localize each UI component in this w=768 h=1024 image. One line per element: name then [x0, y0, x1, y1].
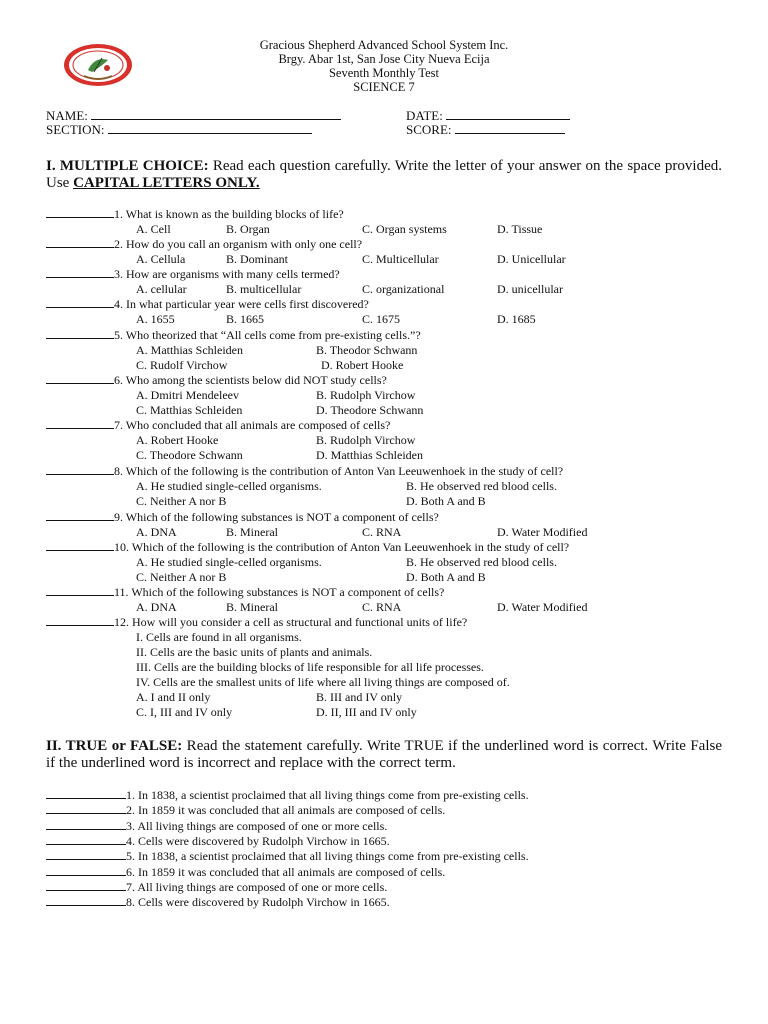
choice-option: A. Dmitri Mendeleev	[136, 388, 239, 402]
choice-option: C. Organ systems	[362, 222, 447, 236]
choice-option: A. cellular	[136, 282, 187, 296]
section-label: SECTION:	[46, 122, 105, 137]
section-line[interactable]	[108, 122, 312, 134]
choice-option: D. II, III and IV only	[316, 705, 417, 719]
part1-instructions	[46, 158, 722, 192]
choice-option: A. DNA	[136, 525, 177, 539]
answer-blank[interactable]	[46, 540, 114, 551]
choice-option: C. Rudolf Virchow	[136, 358, 228, 372]
tf-statement: 3. All living things are composed of one or more cells.	[126, 818, 388, 833]
choice-option: A. 1655	[136, 312, 175, 326]
choice-option: B. Dominant	[226, 252, 288, 266]
answer-blank[interactable]	[46, 585, 114, 596]
choice-option: D. unicellular	[497, 282, 563, 296]
question-text: 7. Who concluded that all animals are composed of cells?	[114, 418, 391, 432]
choice-option: C. Theodore Schwann	[136, 448, 243, 462]
choice-option: D. Matthias Schleiden	[316, 448, 423, 462]
choice-option: B. Mineral	[226, 600, 278, 614]
school-name: Gracious Shepherd Advanced School System Inc.	[259, 38, 509, 52]
choice-option: A. Cell	[136, 222, 171, 236]
tf-answer-blank[interactable]	[46, 803, 126, 814]
question-text: 10. Which of the following is the contribution of Anton Van Leeuwenhoek in the study of cell?	[114, 540, 570, 554]
choice-option: C. Neither A nor B	[136, 494, 227, 508]
name-label: NAME:	[46, 108, 88, 123]
choice-option: B. 1665	[226, 312, 265, 326]
tf-answer-blank[interactable]	[46, 819, 126, 830]
tf-item	[46, 834, 390, 848]
tf-statement: 4. Cells were discovered by Rudolph Virchow in 1665.	[126, 833, 390, 848]
tf-answer-blank[interactable]	[46, 865, 126, 876]
choice-option: B. Theodor Schwann	[316, 343, 418, 357]
question-text: 5. Who theorized that “All cells come from pre-existing cells.”?	[114, 328, 421, 342]
tf-statement: 1. In 1838, a scientist proclaimed that all living things come from pre-existing cells.	[126, 788, 529, 802]
question-row	[46, 540, 569, 554]
choice-option: B. He observed red blood cells.	[406, 555, 557, 569]
choice-option: D. Water Modified	[497, 600, 588, 614]
choice-option: A. Robert Hooke	[136, 433, 219, 447]
choice-option: A. Cellula	[136, 252, 186, 266]
question-row	[46, 328, 421, 342]
choice-option: D. Unicellular	[497, 252, 566, 266]
question-row	[46, 267, 340, 281]
question-text: 3. How are organisms with many cells termed?	[114, 267, 340, 281]
question-text: 2. How do you call an organism with only one cell?	[114, 237, 363, 251]
choice-option: D. Both A and B	[406, 570, 486, 584]
subject-title: SCIENCE 7	[353, 80, 415, 94]
choice-option: A. DNA	[136, 600, 177, 614]
question-row	[46, 585, 444, 599]
tf-item	[46, 865, 445, 879]
tf-statement: 2. In 1859 it was concluded that all animals are composed of cells.	[126, 803, 446, 818]
tf-statement: 6. In 1859 it was concluded that all animals are composed of cells.	[126, 864, 446, 879]
statement-item: III. Cells are the building blocks of life responsible for all life processes.	[136, 660, 484, 674]
part2-instructions	[46, 738, 722, 772]
school-address: Brgy. Abar 1st, San Jose City Nueva Ecija	[278, 52, 490, 66]
answer-blank[interactable]	[46, 207, 114, 218]
question-text: 11. Which of the following substances is NOT a component of cells?	[114, 585, 445, 599]
question-row	[46, 297, 369, 311]
question-text: 8. Which of the following is the contribution of Anton Van Leeuwenhoek in the study of cell?	[114, 464, 564, 478]
score-label: SCORE:	[406, 122, 452, 137]
answer-blank[interactable]	[46, 464, 114, 475]
choice-option: D. Theodore Schwann	[316, 403, 424, 417]
choice-option: A. I and II only	[136, 690, 211, 704]
answer-blank[interactable]	[46, 373, 114, 384]
question-row	[46, 464, 563, 478]
question-row	[46, 418, 390, 432]
tf-item	[46, 819, 387, 833]
statement-item: IV. Cells are the smallest units of life where all living things are composed of.	[136, 675, 510, 689]
choice-option: C. Multicellular	[362, 252, 439, 266]
question-row	[46, 510, 439, 524]
tf-item	[46, 803, 445, 817]
tf-answer-blank[interactable]	[46, 849, 126, 860]
question-row	[46, 373, 387, 387]
score-field[interactable]	[406, 122, 565, 137]
choice-option: D. Tissue	[497, 222, 543, 236]
tf-item	[46, 849, 529, 863]
question-text: 12. How will you consider a cell as structural and functional units of life?	[114, 615, 468, 629]
question-text: 1. What is known as the building blocks of life?	[114, 207, 344, 221]
choice-option: D. 1685	[497, 312, 536, 326]
question-row	[46, 615, 467, 629]
choice-option: C. RNA	[362, 600, 402, 614]
tf-item	[46, 880, 387, 894]
answer-blank[interactable]	[46, 297, 114, 308]
question-text: 4. In what particular year were cells first discovered?	[114, 297, 369, 311]
part1-title: I. MULTIPLE CHOICE:	[46, 158, 209, 174]
answer-blank[interactable]	[46, 615, 114, 626]
score-line[interactable]	[455, 122, 565, 134]
answer-blank[interactable]	[46, 328, 114, 339]
choice-option: C. 1675	[362, 312, 401, 326]
tf-answer-blank[interactable]	[46, 880, 126, 891]
tf-statement: 8. Cells were discovered by Rudolph Virchow in 1665.	[126, 895, 390, 910]
date-line[interactable]	[446, 108, 570, 120]
tf-statement: 5. In 1838, a scientist proclaimed that all living things come from pre-existing cells.	[126, 849, 529, 864]
tf-answer-blank[interactable]	[46, 788, 126, 799]
part2-title: II. TRUE or FALSE:	[46, 738, 183, 754]
question-text: 6. Who among the scientists below did NOT study cells?	[114, 373, 387, 387]
choice-option: D. Robert Hooke	[321, 358, 404, 372]
choice-option: B. multicellular	[226, 282, 302, 296]
tf-statement: 7. All living things are composed of one or more cells.	[126, 879, 388, 894]
section-field[interactable]	[46, 122, 312, 137]
question-row	[46, 237, 362, 251]
choice-option: C. RNA	[362, 525, 402, 539]
choice-option: A. He studied single-celled organisms.	[136, 555, 322, 569]
part1-emphasis: CAPITAL LETTERS ONLY.	[73, 175, 260, 191]
tf-item	[46, 788, 529, 802]
name-line[interactable]	[91, 108, 341, 120]
choice-option: B. He observed red blood cells.	[406, 479, 557, 493]
test-name: Seventh Monthly Test	[328, 66, 439, 80]
choice-option: C. Neither A nor B	[136, 570, 227, 584]
part1-instr-text: Read each question carefully. Write the letter of your answer on the space provided. Use	[46, 158, 722, 191]
question-text: 9. Which of the following substances is NOT a component of cells?	[114, 510, 439, 524]
tf-answer-blank[interactable]	[46, 895, 126, 906]
choice-option: C. organizational	[362, 282, 445, 296]
statement-item: I. Cells are found in all organisms.	[136, 630, 302, 644]
choice-option: D. Water Modified	[497, 525, 588, 539]
choice-option: A. He studied single-celled organisms.	[136, 479, 322, 493]
name-field[interactable]	[46, 108, 341, 123]
answer-blank[interactable]	[46, 267, 114, 278]
choice-option: D. Both A and B	[406, 494, 486, 508]
choice-option: A. Matthias Schleiden	[136, 343, 243, 357]
choice-option: B. Rudolph Virchow	[316, 433, 416, 447]
tf-item	[46, 895, 390, 909]
choice-option: B. Organ	[226, 222, 270, 236]
answer-blank[interactable]	[46, 510, 114, 521]
answer-blank[interactable]	[46, 418, 114, 429]
question-row	[46, 207, 344, 221]
choice-option: B. Mineral	[226, 525, 278, 539]
date-label: DATE:	[406, 108, 443, 123]
tf-answer-blank[interactable]	[46, 834, 126, 845]
answer-blank[interactable]	[46, 237, 114, 248]
date-field[interactable]	[406, 108, 570, 123]
choice-option: B. Rudolph Virchow	[316, 388, 416, 402]
choice-option: C. I, III and IV only	[136, 705, 233, 719]
statement-item: II. Cells are the basic units of plants and animals.	[136, 645, 373, 659]
part2-instr-text: Read the statement carefully. Write TRUE if the underlined word is correct. Write False if the underlined word is incorrect and replace with the correct term.	[46, 738, 722, 771]
choice-option: C. Matthias Schleiden	[136, 403, 243, 417]
choice-option: B. III and IV only	[316, 690, 403, 704]
